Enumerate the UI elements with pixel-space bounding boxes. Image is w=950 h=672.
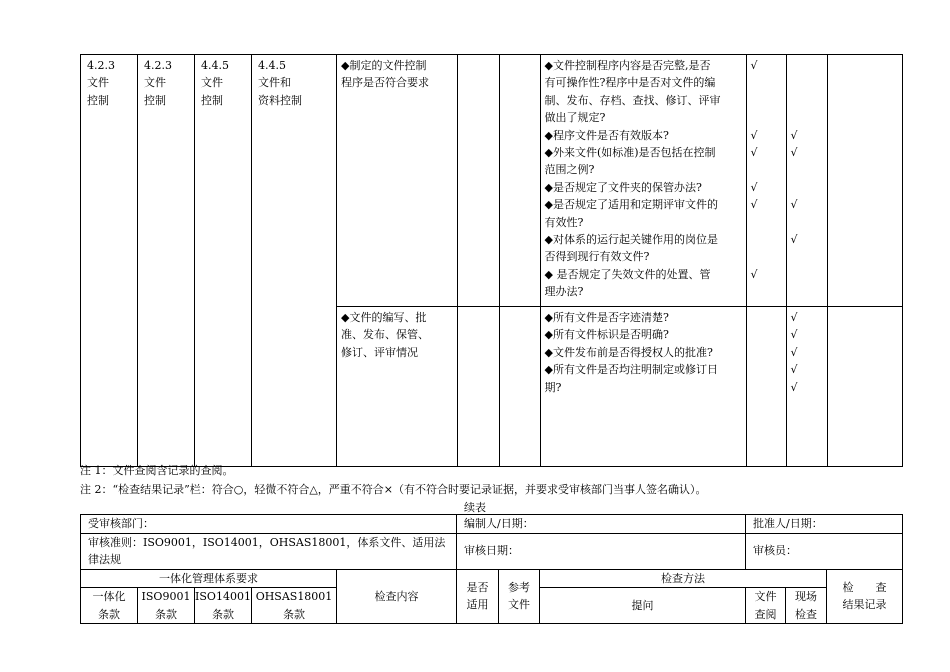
col-ohsas-2: 条款 xyxy=(283,607,305,621)
site-check-mark xyxy=(791,109,827,126)
col-ref-1: 参考 xyxy=(508,580,531,594)
site-check-mark: √ √ xyxy=(790,363,798,394)
col-integ-2: 条款 xyxy=(98,607,120,621)
site-check-mark xyxy=(791,92,827,109)
question-line: ◆文件发布前是否得授权人的批准? xyxy=(544,345,713,359)
site-check-mark xyxy=(791,283,827,300)
site-check-mark xyxy=(791,396,827,413)
doc-review-mark xyxy=(751,283,786,300)
col-doc-1: 文件 xyxy=(754,590,777,603)
col-iso14001 xyxy=(195,588,252,624)
check-content-line: 修订、评审情况 xyxy=(341,345,418,359)
col-result xyxy=(827,569,903,624)
col-applicable-2: 适用 xyxy=(466,598,489,612)
reference-cell xyxy=(499,55,540,307)
check-content-line: 程序是否符合要求 xyxy=(341,76,429,90)
groups-cell xyxy=(337,55,903,467)
site-check-mark xyxy=(791,214,827,231)
doc-review-mark: √ xyxy=(750,267,758,281)
applicable-cell xyxy=(457,55,499,307)
col-doc xyxy=(746,588,786,624)
doc-review-mark: √ xyxy=(750,198,758,212)
doc-review-mark xyxy=(751,74,786,91)
doc-review-mark xyxy=(751,361,786,378)
question-line: 期? xyxy=(544,380,562,394)
site-check-cell xyxy=(786,307,827,467)
doc-review-mark xyxy=(751,214,786,231)
check-content-line: ◆文件的编写、批 xyxy=(341,311,427,324)
question-line: 制、发布、存档、查找、修订、评审 xyxy=(544,93,721,107)
col-iso9001 xyxy=(138,588,195,624)
question-line: ◆所有文件是否字迹清楚? xyxy=(544,311,669,324)
doc-review-mark xyxy=(751,344,786,361)
col-applicable xyxy=(457,569,499,624)
check-content-line: 准、发布、保管、 xyxy=(341,328,429,342)
doc-review-mark: √ xyxy=(750,180,758,194)
doc-review-mark: √ xyxy=(750,59,758,72)
table-row xyxy=(81,55,903,467)
col-ref-2: 文件 xyxy=(508,598,531,612)
result-cell xyxy=(827,55,903,307)
doc-review-mark xyxy=(751,161,786,178)
check-groups xyxy=(337,55,902,466)
check-group-row xyxy=(337,307,903,467)
question-line: 做出了规定? xyxy=(544,111,606,125)
header-row-columns xyxy=(81,569,903,588)
col-question: 提问 xyxy=(540,588,746,624)
editor-field: 编制人/日期： xyxy=(457,515,746,534)
question-line: ◆文件控制程序内容是否完整,是否 xyxy=(544,59,711,72)
continued-label: 续表 xyxy=(464,501,486,514)
doc-review-mark xyxy=(751,231,786,248)
doc-review-mark xyxy=(751,326,786,343)
site-check-mark: √ xyxy=(790,345,798,359)
site-check-mark: √ xyxy=(790,232,798,246)
question-line: ◆ 是否规定了失效文件的处置、管 xyxy=(544,267,711,281)
check-groups-grid xyxy=(337,55,903,466)
site-check-mark: √ xyxy=(790,128,798,142)
question-line: ◆是否规定了文件夹的保管办法? xyxy=(544,180,702,194)
site-check-cell xyxy=(786,55,827,307)
iso9001-clause-cell xyxy=(138,55,195,467)
applicable-cell xyxy=(457,307,499,467)
question-line: ◆程序文件是否有效版本? xyxy=(544,128,669,142)
note-1: 注 1：文件查阅含记录的查阅。 xyxy=(80,464,234,477)
iso9001-clause-name-1: 文件 xyxy=(144,76,166,90)
ohsas-clause-code: 4.4.5 xyxy=(258,59,286,72)
check-content-line: ◆制定的文件控制 xyxy=(341,59,427,72)
col-result-1: 检 查 xyxy=(842,580,887,594)
req-title: 一体化管理体系要求 xyxy=(81,569,337,588)
audit-checklist-table xyxy=(80,54,903,467)
col-result-2: 结果记录 xyxy=(842,598,887,612)
integ-clause-code: 4.2.3 xyxy=(87,59,115,72)
site-check-mark: √ xyxy=(790,198,798,212)
ohsas-clause-name-2: 资料控制 xyxy=(258,93,302,107)
check-content-cell xyxy=(337,307,457,467)
doc-review-cell xyxy=(746,55,786,307)
col-site-1: 现场 xyxy=(795,590,818,603)
auditor-field: 审核员： xyxy=(746,533,903,569)
question-line: 否得到现行有效文件? xyxy=(544,250,650,264)
iso14001-clause-name-2: 控制 xyxy=(201,93,223,107)
col-ref xyxy=(499,569,540,624)
doc-review-mark: √ xyxy=(750,128,758,142)
iso14001-clause-code: 4.4.5 xyxy=(201,59,229,72)
continued-header-table xyxy=(80,514,903,624)
col-content: 检查内容 xyxy=(337,569,457,624)
doc-review-mark: √ xyxy=(750,145,758,159)
iso14001-clause-cell xyxy=(195,55,252,467)
integ-clause-cell xyxy=(81,55,138,467)
question-line: ◆所有文件是否均注明制定或修订日 xyxy=(544,363,718,377)
integ-clause-name-2: 控制 xyxy=(87,93,109,107)
note-2: 注 2：“检查结果记录”栏：符合○，轻微不符合△，严重不符合×（有不符合时要记录证据，并要求受审核部门当事人签名确认）。 xyxy=(80,483,707,496)
col-iso14001-1: ISO14001 xyxy=(195,590,251,603)
doc-review-cell xyxy=(746,307,786,467)
question-line: 理办法? xyxy=(544,285,584,299)
header-row-dept xyxy=(81,515,903,534)
doc-review-mark xyxy=(751,109,786,126)
col-iso9001-2: 条款 xyxy=(155,607,177,621)
doc-review-mark xyxy=(751,248,786,265)
doc-review-mark xyxy=(751,309,786,326)
col-integ xyxy=(81,588,138,624)
col-doc-2: 查阅 xyxy=(754,607,777,621)
question-cell xyxy=(540,307,746,467)
col-iso14001-2: 条款 xyxy=(212,607,234,621)
site-check-mark: √ xyxy=(790,145,798,159)
site-check-mark xyxy=(791,266,827,283)
question-line: 有可操作性?程序中是否对文件的编 xyxy=(544,76,716,90)
site-check-mark xyxy=(791,57,827,74)
question-cell xyxy=(540,55,746,307)
question-line: ◆对体系的运行起关键作用的岗位是 xyxy=(544,233,718,247)
question-line: 范围之例? xyxy=(544,163,595,177)
question-line: ◆所有文件标识是否明确? xyxy=(544,328,669,342)
header-row-criteria xyxy=(81,533,903,569)
doc-review-mark xyxy=(751,92,786,109)
col-integ-1: 一体化 xyxy=(92,590,126,603)
integ-clause-name-1: 文件 xyxy=(87,76,109,90)
col-method: 检查方法 xyxy=(540,569,827,588)
col-site-2: 检查 xyxy=(795,607,818,621)
site-check-mark: √ xyxy=(790,328,798,342)
site-check-mark xyxy=(791,161,827,178)
col-site xyxy=(786,588,827,624)
question-line: 有效性? xyxy=(544,215,584,229)
site-check-mark xyxy=(791,179,827,196)
col-ohsas xyxy=(252,588,337,624)
ohsas-clause-name-1: 文件和 xyxy=(258,76,291,90)
question-line: ◆外来文件(如标准)是否包括在控制 xyxy=(544,146,716,160)
criteria-field: 审核准则：ISO9001，ISO14001，OHSAS18001，体系文件、适用法律法规 xyxy=(81,533,457,569)
result-cell xyxy=(827,307,903,467)
site-check-mark: √ xyxy=(790,311,798,324)
site-check-mark xyxy=(791,74,827,91)
iso9001-clause-name-2: 控制 xyxy=(144,93,166,107)
col-iso9001-1: ISO9001 xyxy=(141,590,191,603)
ohsas-clause-cell xyxy=(252,55,337,467)
audit-date-field: 审核日期： xyxy=(457,533,746,569)
col-applicable-1: 是否 xyxy=(466,580,489,594)
doc-review-mark xyxy=(751,379,786,396)
check-content-cell xyxy=(337,55,457,307)
approver-field: 批准人/日期： xyxy=(746,515,903,534)
col-ohsas-1: OHSAS18001 xyxy=(255,590,333,603)
reference-cell xyxy=(499,307,540,467)
site-check-mark xyxy=(791,248,827,265)
dept-field: 受审核部门： xyxy=(81,515,457,534)
question-line: ◆是否规定了适用和定期评审文件的 xyxy=(544,198,718,212)
iso9001-clause-code: 4.2.3 xyxy=(144,59,172,72)
check-group-row xyxy=(337,55,903,307)
iso14001-clause-name-1: 文件 xyxy=(201,76,223,90)
